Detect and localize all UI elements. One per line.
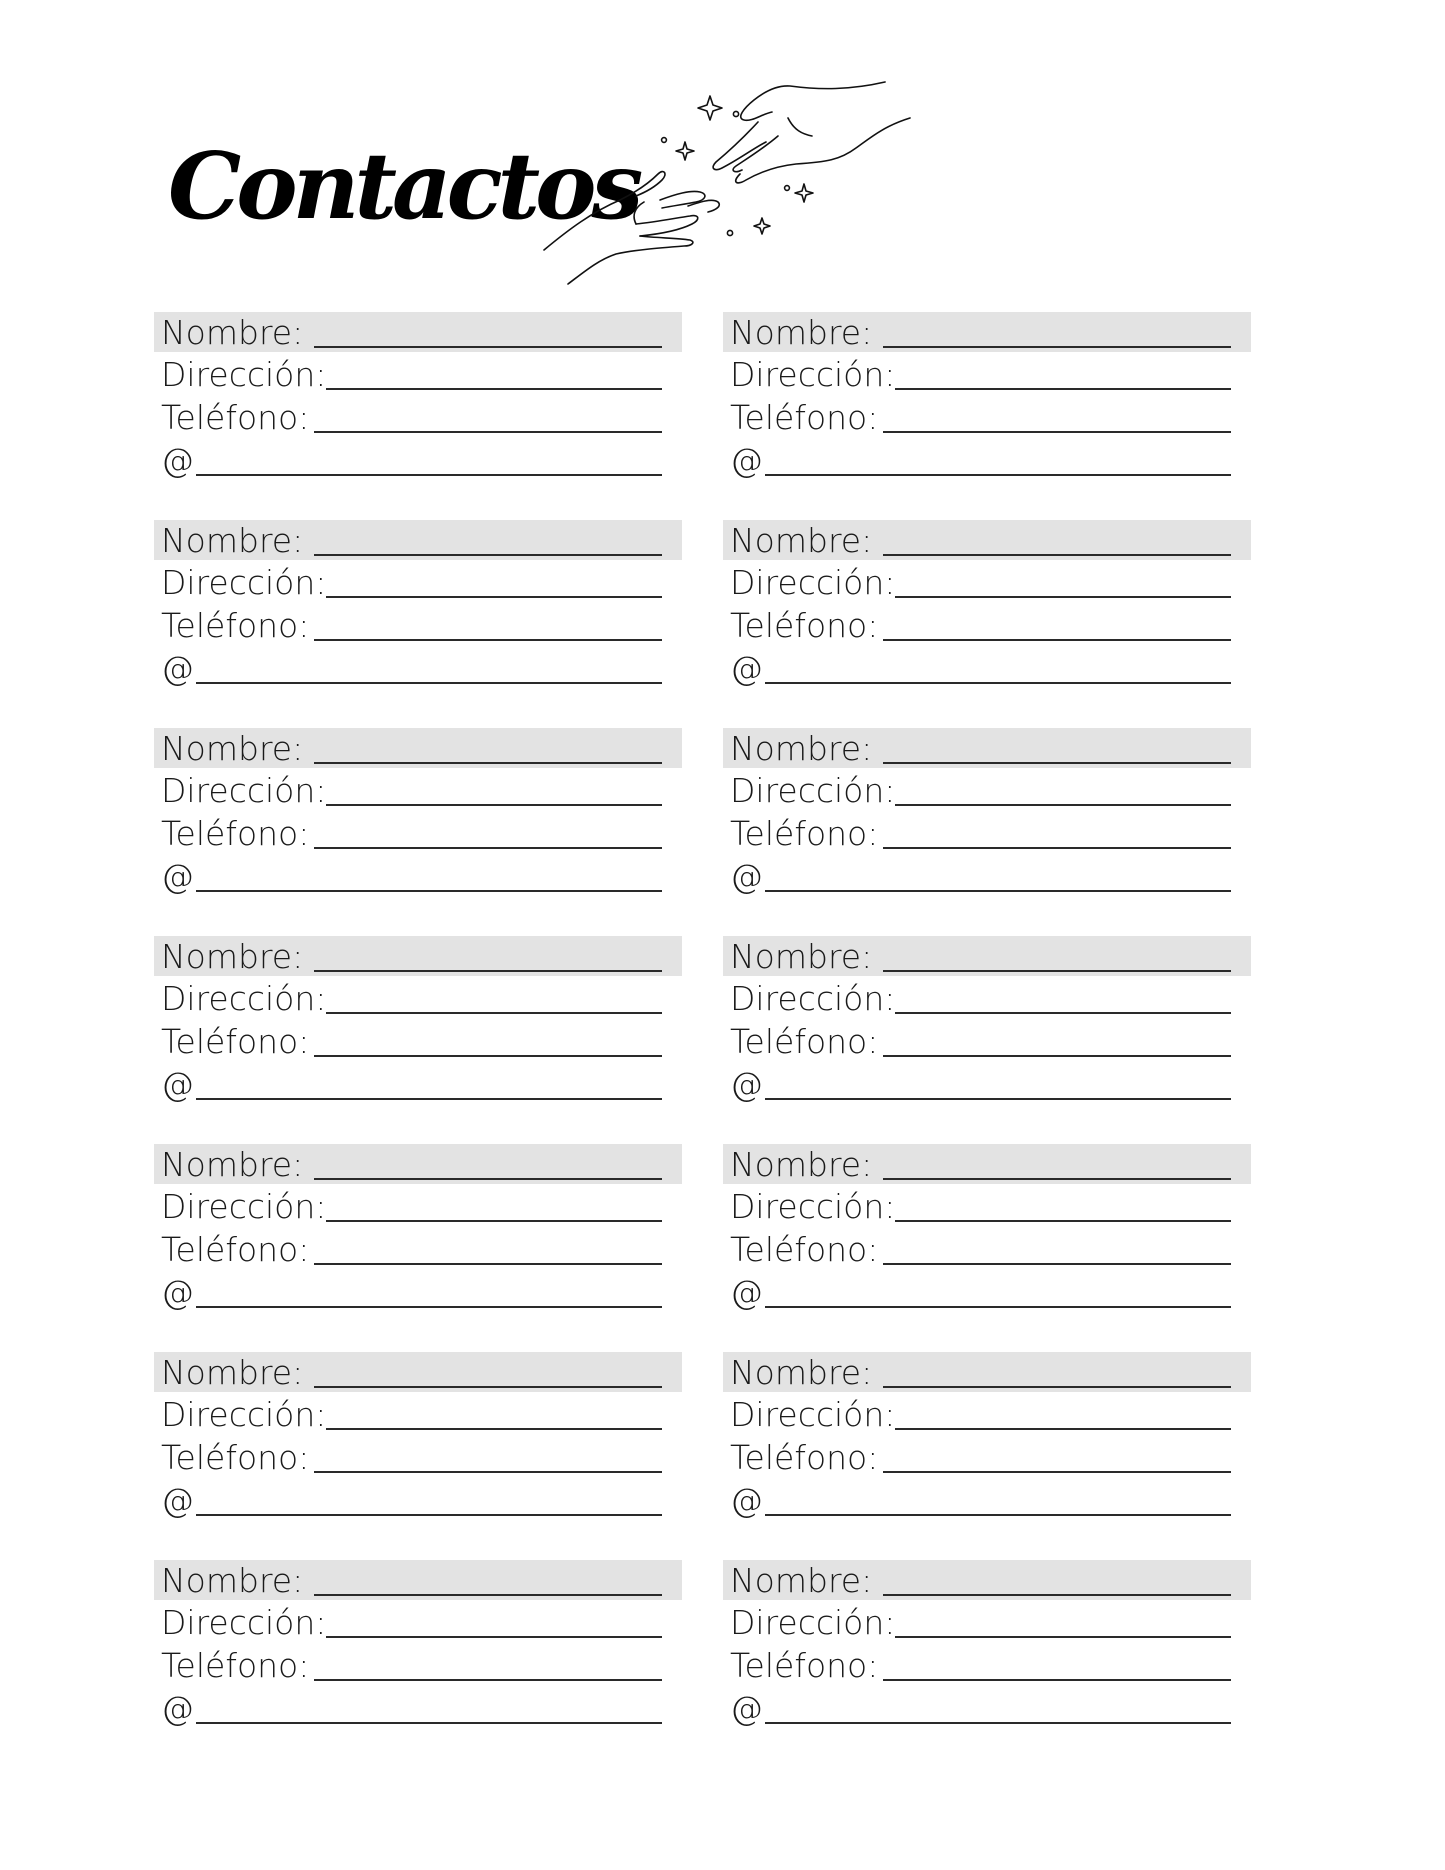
email-field[interactable] — [154, 648, 682, 688]
phone-label: Teléfono: — [730, 1229, 879, 1269]
email-label: @ — [730, 440, 763, 480]
contact-card — [154, 936, 682, 1126]
email-line[interactable] — [765, 1514, 1231, 1516]
name-line[interactable] — [314, 1594, 662, 1596]
email-label: @ — [161, 440, 194, 480]
address-field[interactable] — [154, 1602, 682, 1642]
address-label: Dirección: — [161, 978, 327, 1018]
address-line[interactable] — [326, 388, 662, 390]
address-label: Dirección: — [161, 770, 327, 810]
phone-line[interactable] — [883, 847, 1231, 849]
name-label: Nombre: — [161, 936, 304, 976]
name-label: Nombre: — [730, 936, 873, 976]
phone-field[interactable] — [154, 1021, 682, 1061]
contact-card — [723, 936, 1251, 1126]
email-label: @ — [161, 1688, 194, 1728]
phone-label: Teléfono: — [730, 605, 879, 645]
email-line[interactable] — [196, 890, 662, 892]
name-label: Nombre: — [730, 1144, 873, 1184]
address-field[interactable] — [154, 770, 682, 810]
name-label: Nombre: — [730, 728, 873, 768]
name-line[interactable] — [883, 970, 1231, 972]
name-field[interactable] — [723, 728, 1251, 768]
name-field[interactable] — [154, 1560, 682, 1600]
phone-label: Teléfono: — [161, 605, 310, 645]
email-line[interactable] — [196, 682, 662, 684]
name-label: Nombre: — [161, 520, 304, 560]
phone-line[interactable] — [883, 431, 1231, 433]
email-label: @ — [161, 1064, 194, 1104]
email-label: @ — [730, 856, 763, 896]
address-label: Dirección: — [730, 1186, 896, 1226]
name-line[interactable] — [883, 1594, 1231, 1596]
address-label: Dirección: — [161, 1186, 327, 1226]
phone-line[interactable] — [314, 847, 662, 849]
address-field[interactable] — [723, 354, 1251, 394]
name-field[interactable] — [154, 728, 682, 768]
phone-line[interactable] — [883, 1471, 1231, 1473]
name-field[interactable] — [723, 312, 1251, 352]
email-line[interactable] — [196, 1306, 662, 1308]
address-line[interactable] — [895, 1012, 1231, 1014]
email-label: @ — [730, 1272, 763, 1312]
address-field[interactable] — [154, 354, 682, 394]
contact-card — [723, 520, 1251, 710]
address-line[interactable] — [326, 1636, 662, 1638]
name-line[interactable] — [883, 1178, 1231, 1180]
phone-field[interactable] — [154, 605, 682, 645]
address-line[interactable] — [326, 804, 662, 806]
name-label: Nombre: — [161, 1560, 304, 1600]
email-label: @ — [730, 648, 763, 688]
address-label: Dirección: — [730, 562, 896, 602]
email-field[interactable] — [723, 440, 1251, 480]
phone-line[interactable] — [883, 639, 1231, 641]
email-label: @ — [730, 1688, 763, 1728]
name-line[interactable] — [883, 1386, 1231, 1388]
email-label: @ — [730, 1480, 763, 1520]
email-field[interactable] — [723, 648, 1251, 688]
address-label: Dirección: — [730, 978, 896, 1018]
address-label: Dirección: — [730, 1394, 896, 1434]
email-field[interactable] — [723, 1064, 1251, 1104]
name-line[interactable] — [883, 554, 1231, 556]
name-field[interactable] — [723, 520, 1251, 560]
address-label: Dirección: — [730, 354, 896, 394]
contact-card — [723, 312, 1251, 502]
name-line[interactable] — [314, 1178, 662, 1180]
name-field[interactable] — [154, 520, 682, 560]
email-field[interactable] — [154, 1272, 682, 1312]
phone-label: Teléfono: — [730, 1437, 879, 1477]
address-line[interactable] — [895, 804, 1231, 806]
address-field[interactable] — [723, 1602, 1251, 1642]
email-label: @ — [730, 1064, 763, 1104]
email-field[interactable] — [154, 1688, 682, 1728]
phone-field[interactable] — [723, 1645, 1251, 1685]
reaching-hands-icon — [540, 78, 920, 293]
name-field[interactable] — [723, 1352, 1251, 1392]
email-field[interactable] — [154, 856, 682, 896]
address-label: Dirección: — [730, 1602, 896, 1642]
email-line[interactable] — [196, 1098, 662, 1100]
email-label: @ — [161, 856, 194, 896]
name-field[interactable] — [154, 312, 682, 352]
phone-field[interactable] — [723, 1229, 1251, 1269]
address-line[interactable] — [326, 596, 662, 598]
phone-line[interactable] — [883, 1263, 1231, 1265]
phone-field[interactable] — [154, 397, 682, 437]
phone-label: Teléfono: — [730, 397, 879, 437]
email-field[interactable] — [154, 440, 682, 480]
name-line[interactable] — [314, 762, 662, 764]
email-label: @ — [161, 648, 194, 688]
address-label: Dirección: — [161, 562, 327, 602]
phone-label: Teléfono: — [730, 1645, 879, 1685]
phone-line[interactable] — [314, 1679, 662, 1681]
phone-label: Teléfono: — [730, 813, 879, 853]
phone-line[interactable] — [314, 639, 662, 641]
email-line[interactable] — [765, 682, 1231, 684]
email-line[interactable] — [196, 1722, 662, 1724]
phone-label: Teléfono: — [161, 397, 310, 437]
phone-label: Teléfono: — [161, 813, 310, 853]
email-line[interactable] — [765, 890, 1231, 892]
email-field[interactable] — [723, 856, 1251, 896]
phone-line[interactable] — [314, 1055, 662, 1057]
address-line[interactable] — [895, 1428, 1231, 1430]
name-field[interactable] — [723, 936, 1251, 976]
name-label: Nombre: — [730, 312, 873, 352]
email-line[interactable] — [765, 1098, 1231, 1100]
email-line[interactable] — [196, 1514, 662, 1516]
phone-line[interactable] — [314, 1471, 662, 1473]
name-line[interactable] — [314, 346, 662, 348]
email-label: @ — [161, 1480, 194, 1520]
address-line[interactable] — [895, 1220, 1231, 1222]
address-label: Dirección: — [161, 1394, 327, 1434]
page-title: Contactos — [168, 132, 639, 240]
email-field[interactable] — [154, 1480, 682, 1520]
contact-card — [154, 312, 682, 502]
name-line[interactable] — [314, 554, 662, 556]
address-field[interactable] — [154, 562, 682, 602]
name-line[interactable] — [883, 346, 1231, 348]
phone-field[interactable] — [723, 397, 1251, 437]
contact-card — [723, 1352, 1251, 1542]
contact-card — [154, 1352, 682, 1542]
name-field[interactable] — [154, 1352, 682, 1392]
phone-field[interactable] — [723, 1021, 1251, 1061]
email-label: @ — [161, 1272, 194, 1312]
contact-card — [154, 520, 682, 710]
phone-line[interactable] — [883, 1679, 1231, 1681]
name-line[interactable] — [314, 1386, 662, 1388]
email-line[interactable] — [196, 474, 662, 476]
address-field[interactable] — [723, 1394, 1251, 1434]
name-field[interactable] — [154, 936, 682, 976]
address-field[interactable] — [723, 770, 1251, 810]
address-field[interactable] — [154, 1186, 682, 1226]
phone-line[interactable] — [883, 1055, 1231, 1057]
name-label: Nombre: — [161, 312, 304, 352]
address-label: Dirección: — [161, 354, 327, 394]
address-line[interactable] — [326, 1428, 662, 1430]
phone-field[interactable] — [723, 1437, 1251, 1477]
phone-field[interactable] — [154, 1229, 682, 1269]
name-field[interactable] — [723, 1144, 1251, 1184]
name-label: Nombre: — [161, 1144, 304, 1184]
address-line[interactable] — [326, 1220, 662, 1222]
address-field[interactable] — [154, 1394, 682, 1434]
phone-label: Teléfono: — [161, 1437, 310, 1477]
phone-field[interactable] — [154, 1645, 682, 1685]
phone-field[interactable] — [154, 1437, 682, 1477]
phone-label: Teléfono: — [161, 1021, 310, 1061]
name-label: Nombre: — [730, 1560, 873, 1600]
email-field[interactable] — [723, 1480, 1251, 1520]
phone-field[interactable] — [723, 605, 1251, 645]
email-field[interactable] — [154, 1064, 682, 1104]
address-field[interactable] — [723, 1186, 1251, 1226]
contact-card — [723, 1560, 1251, 1750]
address-label: Dirección: — [161, 1602, 327, 1642]
phone-line[interactable] — [314, 1263, 662, 1265]
name-field[interactable] — [723, 1560, 1251, 1600]
email-line[interactable] — [765, 1722, 1231, 1724]
contact-card — [154, 1144, 682, 1334]
email-field[interactable] — [723, 1272, 1251, 1312]
contact-card — [154, 728, 682, 918]
contact-card — [723, 728, 1251, 918]
name-label: Nombre: — [161, 728, 304, 768]
address-line[interactable] — [895, 388, 1231, 390]
address-label: Dirección: — [730, 770, 896, 810]
address-field[interactable] — [154, 978, 682, 1018]
phone-label: Teléfono: — [161, 1645, 310, 1685]
contact-card — [154, 1560, 682, 1750]
phone-line[interactable] — [314, 431, 662, 433]
name-line[interactable] — [314, 970, 662, 972]
name-label: Nombre: — [730, 1352, 873, 1392]
phone-label: Teléfono: — [161, 1229, 310, 1269]
phone-field[interactable] — [723, 813, 1251, 853]
phone-field[interactable] — [154, 813, 682, 853]
address-line[interactable] — [326, 1012, 662, 1014]
name-line[interactable] — [883, 762, 1231, 764]
address-line[interactable] — [895, 596, 1231, 598]
address-field[interactable] — [723, 562, 1251, 602]
email-field[interactable] — [723, 1688, 1251, 1728]
name-label: Nombre: — [730, 520, 873, 560]
address-field[interactable] — [723, 978, 1251, 1018]
phone-label: Teléfono: — [730, 1021, 879, 1061]
name-field[interactable] — [154, 1144, 682, 1184]
name-label: Nombre: — [161, 1352, 304, 1392]
address-line[interactable] — [895, 1636, 1231, 1638]
contact-card — [723, 1144, 1251, 1334]
email-line[interactable] — [765, 474, 1231, 476]
email-line[interactable] — [765, 1306, 1231, 1308]
